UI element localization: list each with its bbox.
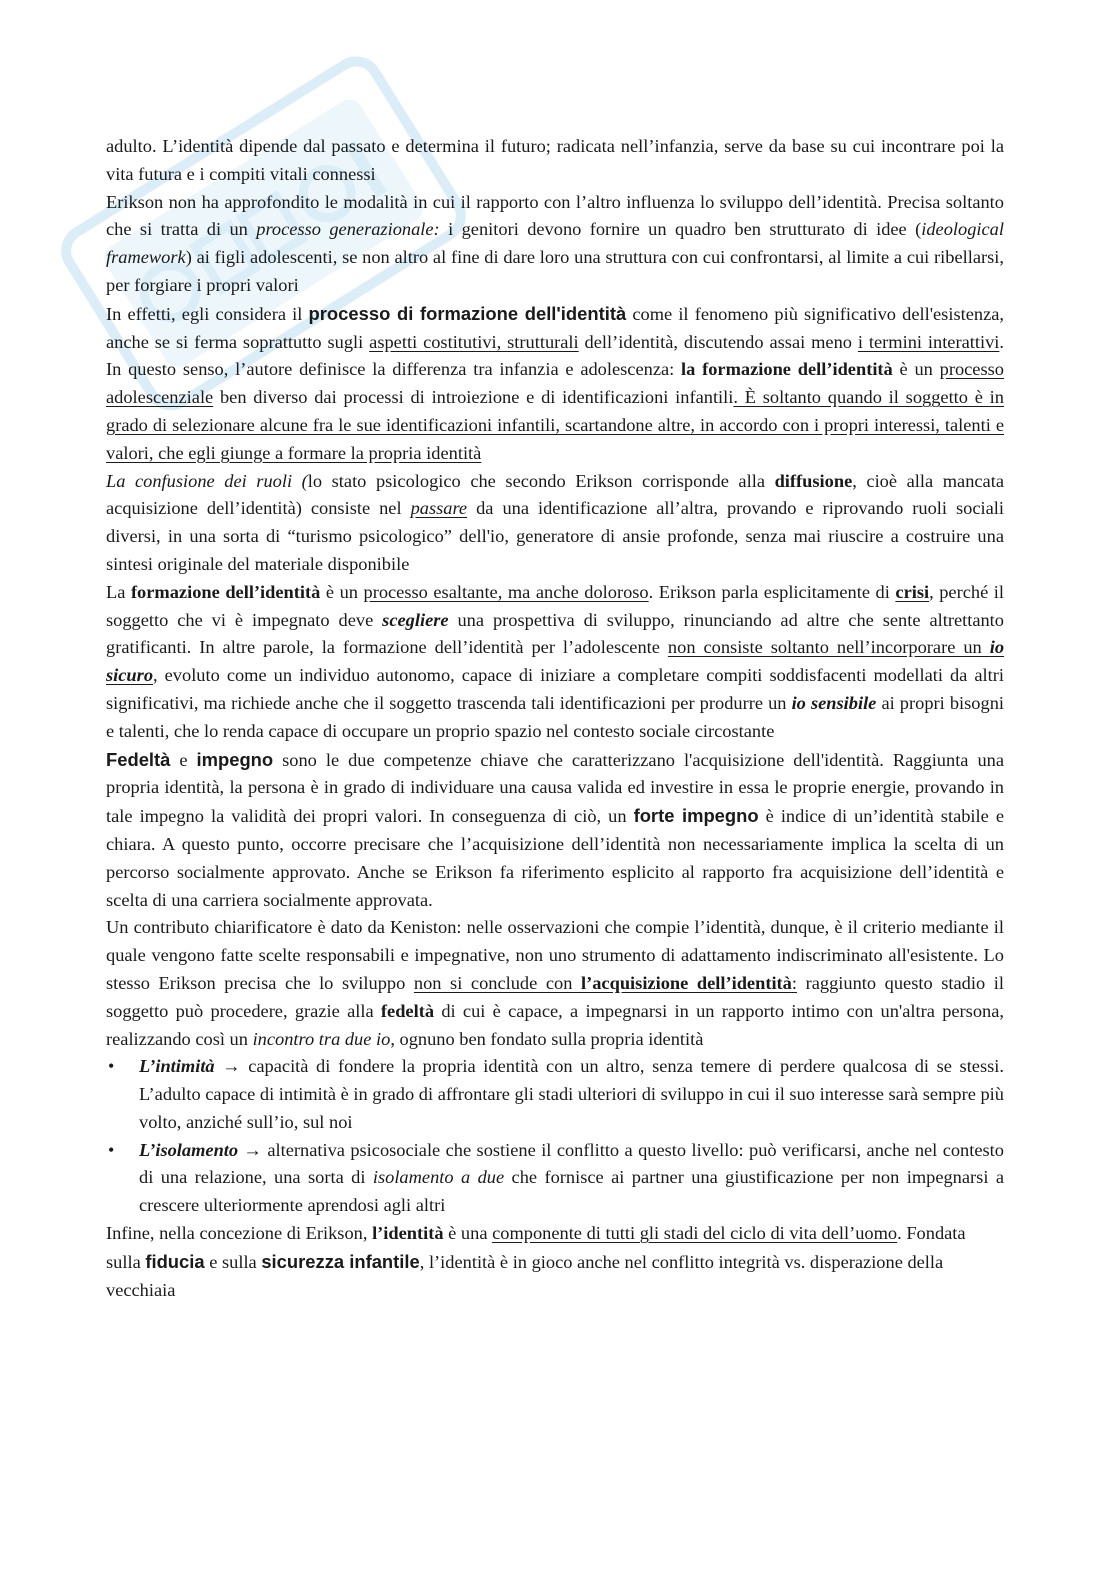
key-term: processo di formazione dell'identità <box>308 302 627 324</box>
underlined-phrase: processo esaltante, ma anche doloroso <box>363 581 649 602</box>
emphasis: processo generazionale: <box>256 219 440 240</box>
key-term: sicurezza infantile <box>261 1250 420 1272</box>
paragraph-role-confusion: La confusione dei ruoli (lo stato psicologico che secondo Erikson corrisponde alla diffusione, cioè alla mancata acquisizione dell’identità) consiste nel passare da una identificazione all’altra, provando e riprovando ruoli sociali diversi, in una sorta di “turismo psicologico” dell'io, generatore di ansie profonde, senza mai riuscire a costruire una sintesi originale del materiale disponibile <box>106 470 1004 574</box>
underlined-phrase: i termini interattivi <box>857 331 1000 352</box>
paragraph-fidelity-commitment: Fedeltà e impegno sono le due competenze chiave che caratterizzano l'acquisizione dell'identità. Raggiunta una propria identità, la persona è in grado di individuare una causa valida ed investire in essa le proprie energie, provando in tale impegno la validità dei propri valori. In conseguenza di ciò, un forte impegno è indice di un’identità stabile e chiara. A questo punto, occorre precisare che l’acquisizione dell’identità non necessariamente implica la scelta di un percorso socialmente approvato. Anche se Erikson fa riferimento esplicito al rapporto fra acquisizione dell’identità e scelta di una carriera socialmente approvata. <box>106 748 1005 910</box>
key-term: crisi <box>895 581 930 602</box>
bullet-list <box>106 1053 1004 1220</box>
key-term: la formazione dell’identità <box>681 359 893 380</box>
document-body <box>106 133 1004 1304</box>
key-term: io sicuro <box>106 637 1005 686</box>
underlined-phrase: passare <box>410 498 468 519</box>
paragraph-conclusion: Infine, nella concezione di Erikson, l’identità è una componente di tutti gli stadi del ciclo di vita dell’uomo. Fondata sulla fiducia e sulla sicurezza infantile, l’identità è in gioco anche nel conflitto integrità vs. disperazione della vecchiaia <box>106 1223 966 1300</box>
emphasis: isolamento a due <box>372 1167 505 1188</box>
key-term: impegno <box>196 748 274 770</box>
paragraph-identity-formation: In effetti, egli considera il processo di formazione dell'identità come il fenomeno più significativo dell'esistenza, anche se si ferma soprattutto sugli aspetti costitutivi, strutturali dell’identità, discutendo assai meno i termini interattivi. In questo senso, l’autore definisce la differenza tra infanzia e adolescenza: la formazione dell’identità è un processo adolescenziale ben diverso dai processi di introiezione e di identificazioni infantili. È soltanto quando il soggetto è in grado di selezionare alcune fra le sue identificazioni infantili, scartandone altre, in accordo con i propri interessi, talenti e valori, che egli giunge a formare la propria identità <box>106 302 1005 463</box>
paragraph-identity-origin: adulto. L’identità dipende dal passato e determina il futuro; radicata nell’infanzia, serve da base su cui incontrare poi la vita futura e i compiti vitali connessi <box>106 136 1004 184</box>
key-term: fedeltà <box>380 1000 435 1021</box>
key-term: L’isolamento <box>139 1139 239 1160</box>
paragraph-generational-process: Erikson non ha approfondito le modalità in cui il rapporto con l’altro influenza lo sviluppo dell’identità. Precisa soltanto che si tratta di un processo generazionale: i genitori devono fornire un quadro ben strutturato di idee (ideological framework) ai figli adolescenti, se non altro al fine di dare loro una struttura con cui confrontarsi, al limite a cui ribellarsi, per forgiare i propri valori <box>106 191 1004 295</box>
arrow-icon: → <box>238 1139 268 1160</box>
paragraph-identity-crisis: La formazione dell’identità è un processo esaltante, ma anche doloroso. Erikson parla esplicitamente di crisi, perché il soggetto che vi è impegnato deve scegliere una prospettiva di sviluppo, rinunciando ad altre che sente altrettanto gratificanti. In altre parole, la formazione dell’identità per l’adolescente non consiste soltanto nell’incorporare un io sicuro, evoluto come un individuo autonomo, capace di iniziare a completare compiti soddisfacenti modellati da altri significativi, ma richiede anche che il soggetto trascenda tali identificazioni per produrre un io sensibile ai propri bisogni e talenti, che lo renda capace di occupare un proprio spazio nel contesto sociale circostante <box>106 581 1005 741</box>
emphasis: ideological framework <box>106 219 1004 268</box>
underlined-phrase: non si conclude con <box>413 972 581 993</box>
key-term: diffusione <box>774 470 853 491</box>
key-term: l’identità <box>372 1223 444 1244</box>
key-term: io sensibile <box>791 692 877 713</box>
underlined-phrase: aspetti costitutivi, strutturali <box>369 331 579 352</box>
list-item-isolation: • L’isolamento → alternativa psicosociale che sostiene il conflitto a questo livello: può verificarsi, anche nel contesto di una relazione, una sorta di isolamento a due che fornisce ai partner una giustificazione per non impegnarsi a crescere ulteriormente aprendosi agli altri <box>106 1137 1004 1220</box>
bullet-icon: • <box>108 1139 115 1160</box>
underlined-phrase: non consiste soltanto nell’incorporare un <box>667 637 990 658</box>
key-term: L’intimità <box>139 1056 215 1077</box>
key-term: forte impegno <box>633 805 759 827</box>
key-term: formazione dell’identità <box>130 581 321 602</box>
arrow-icon: → <box>214 1056 249 1077</box>
key-term: scegliere <box>382 609 449 630</box>
underlined-phrase: . È soltanto quando il soggetto è in grado di selezionare alcune fra le sue identificazioni infantili, scartandone altre, in accordo con i propri interessi, talenti e valori, che egli giunge a formare la propria identità <box>106 387 1004 463</box>
list-item-intimacy: • L’intimità → capacità di fondere la propria identità con un altro, senza temere di perdere qualcosa di se stessi. L’adulto capace di intimità è in grado di affrontare gli stadi ulteriori di sviluppo in cui il suo interesse sarà sempre più volto, anziché sull’io, sul noi <box>106 1053 1004 1136</box>
underlined-phrase: processo adolescenziale <box>106 359 1004 408</box>
bullet-icon: • <box>108 1056 115 1077</box>
underlined-phrase: componente di tutti gli stadi del ciclo di vita dell’uomo <box>492 1223 898 1244</box>
key-term: l’acquisizione dell’identità <box>581 972 792 993</box>
key-term: Fedeltà <box>106 748 171 770</box>
emphasis: La confusione dei ruoli ( <box>106 470 308 491</box>
paragraph-keniston: Un contributo chiarificatore è dato da Keniston: nelle osservazioni che compie l’identità, dunque, è il criterio mediante il quale vengono fatte scelte responsabili e impegnative, non uno strumento di adattamento indiscriminato all'esistente. Lo stesso Erikson precisa che lo sviluppo non si conclude con l’acquisizione dell’identità: raggiunto questo stadio il soggetto può procedere, grazie alla fedeltà di cui è capace, a impegnarsi in un rapporto intimo con un'altra persona, realizzando così un incontro tra due io, ognuno ben fondato sulla propria identità <box>106 917 1004 1049</box>
key-term: fiducia <box>145 1250 205 1272</box>
emphasis: incontro tra due io <box>252 1028 391 1049</box>
